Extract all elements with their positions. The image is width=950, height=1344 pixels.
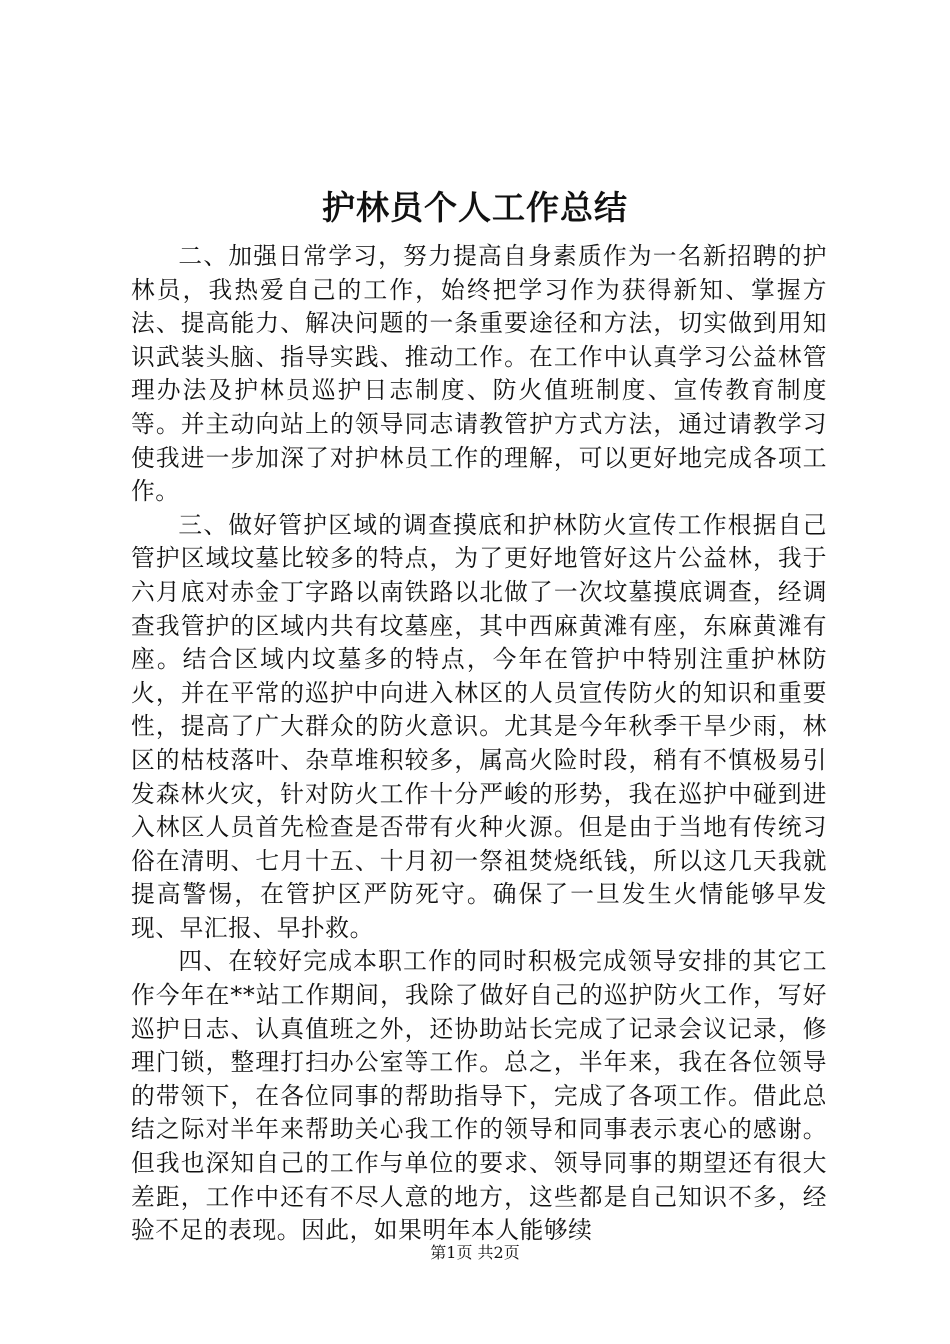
document-title: 护林员个人工作总结 bbox=[322, 188, 628, 227]
document-body bbox=[131, 240, 827, 1248]
page-number-footer: 第1页 共2页 bbox=[430, 1243, 520, 1262]
paragraph-2: 二、加强日常学习，努力提高自身素质作为一名新招聘的护林员，我热爱自己的工作，始终把学习作为获得新知、掌握方法、提高能力、解决问题的一条重要途径和方法，切实做到用知识武装头脑、指导实践、推动工作。在工作中认真学习公益林管理办法及护林员巡护日志制度、防火值班制度、宣传教育制度等。并主动向站上的领导同志请教管护方式方法，通过请教学习使我进一步加深了对护林员工作的理解，可以更好地完成各项工作。 bbox=[131, 242, 827, 506]
paragraph-4: 四、在较好完成本职工作的同时积极完成领导安排的其它工作今年在**站工作期间，我除了做好自己的巡护防火工作，写好巡护日志、认真值班之外，还协助站长完成了记录会议记录，修理门锁，整理打扫办公室等工作。总之，半年来，我在各位领导的带领下，在各位同事的帮助指导下，完成了各项工作。借此总结之际对半年来帮助关心我工作的领导和同事表示衷心的感谢。但我也深知自己的工作与单位的要求、领导同事的期望还有很大差距，工作中还有不尽人意的地方，这些都是自己知识不多，经验不足的表现。因此，如果明年本人能够续 bbox=[131, 947, 827, 1245]
paragraph-3: 三、做好管护区域的调查摸底和护林防火宣传工作根据自己管护区域坟墓比较多的特点，为了更好地管好这片公益林，我于六月底对赤金丁字路以南铁路以北做了一次坟墓摸底调查，经调查我管护的区域内共有坟墓座，其中西麻黄滩有座，东麻黄滩有座。结合区域内坟墓多的特点，今年在管护中特别注重护林防火，并在平常的巡护中向进入林区的人员宣传防火的知识和重要性，提高了广大群众的防火意识。尤其是今年秋季干旱少雨，林区的枯枝落叶、杂草堆积较多，属高火险时段，稍有不慎极易引发森林火灾，针对防火工作十分严峻的形势，我在巡护中碰到进入林区人员首先检查是否带有火种火源。但是由于当地有传统习俗在清明、七月十五、十月初一祭祖焚烧纸钱，所以这几天我就提高警惕，在管护区严防死守。确保了一旦发生火情能够早发现、早汇报、早扑救。 bbox=[131, 510, 827, 942]
